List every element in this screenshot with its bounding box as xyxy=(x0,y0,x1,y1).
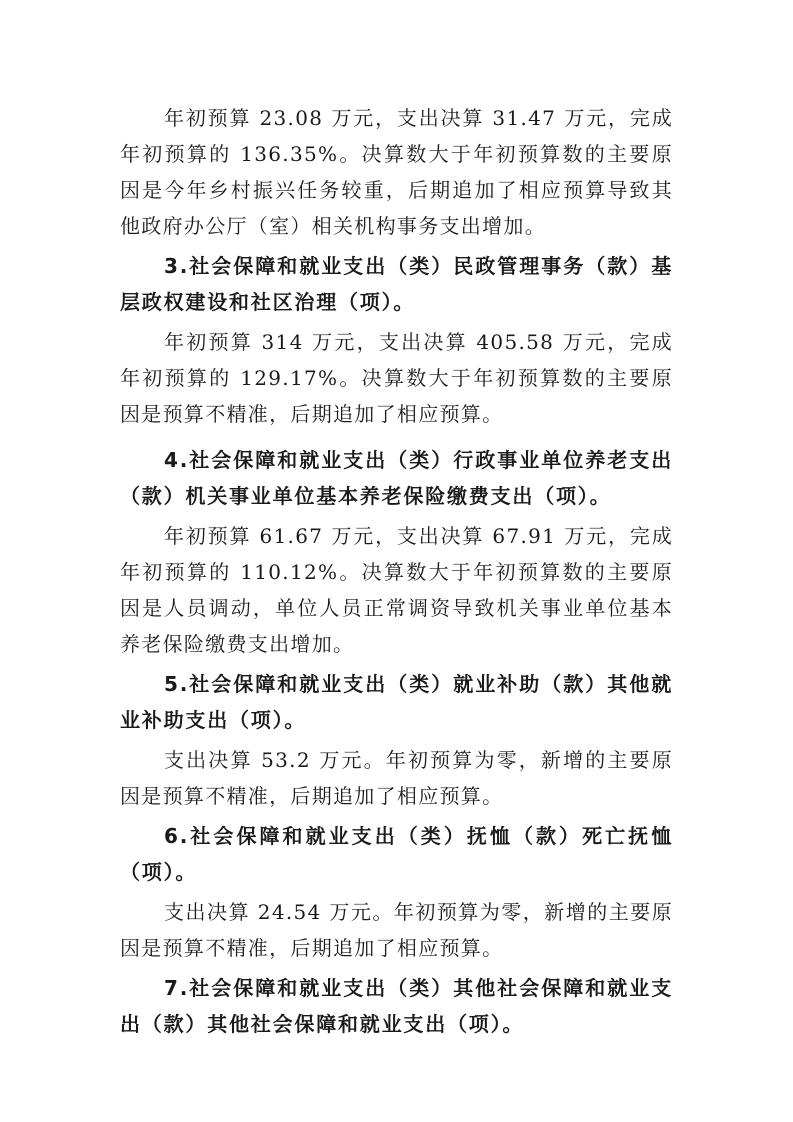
body-paragraph: 支出决算 53.2 万元。年初预算为零，新增的主要原因是预算不精准，后期追加了相应预算。 xyxy=(120,748,673,808)
document-page xyxy=(120,100,673,1042)
body-paragraph: 年初预算 61.67 万元，支出决算 67.91 万元，完成年初预算的 110.12%。决算数大于年初预算数的主要原因是人员调动，单位人员正常调资导致机关事业单位基本养老保险缴费支出增加。 xyxy=(120,524,673,656)
body-paragraph: 年初预算 314 万元，支出决算 405.58 万元，完成年初预算的 129.17%。决算数大于年初预算数的主要原因是预算不精准，后期追加了相应预算。 xyxy=(120,330,673,426)
section-heading: 4.社会保障和就业支出（类）行政事业单位养老支出（款）机关事业单位基本养老保险缴费支出（项）。 xyxy=(120,448,673,508)
body-paragraph: 支出决算 24.54 万元。年初预算为零，新增的主要原因是预算不精准，后期追加了相应预算。 xyxy=(120,900,673,960)
section-heading: 7.社会保障和就业支出（类）其他社会保障和就业支出（款）其他社会保障和就业支出（项）。 xyxy=(120,976,673,1036)
body-paragraph: 年初预算 23.08 万元，支出决算 31.47 万元，完成年初预算的 136.35%。决算数大于年初预算数的主要原因是今年乡村振兴任务较重，后期追加了相应预算导致其他政府办公厅（室）相关机构事务支出增加。 xyxy=(120,106,673,238)
section-heading: 6.社会保障和就业支出（类）抚恤（款）死亡抚恤（项）。 xyxy=(120,824,673,884)
section-heading: 5.社会保障和就业支出（类）就业补助（款）其他就业补助支出（项）。 xyxy=(120,672,673,732)
section-heading: 3.社会保障和就业支出（类）民政管理事务（款）基层政权建设和社区治理（项）。 xyxy=(120,254,673,314)
